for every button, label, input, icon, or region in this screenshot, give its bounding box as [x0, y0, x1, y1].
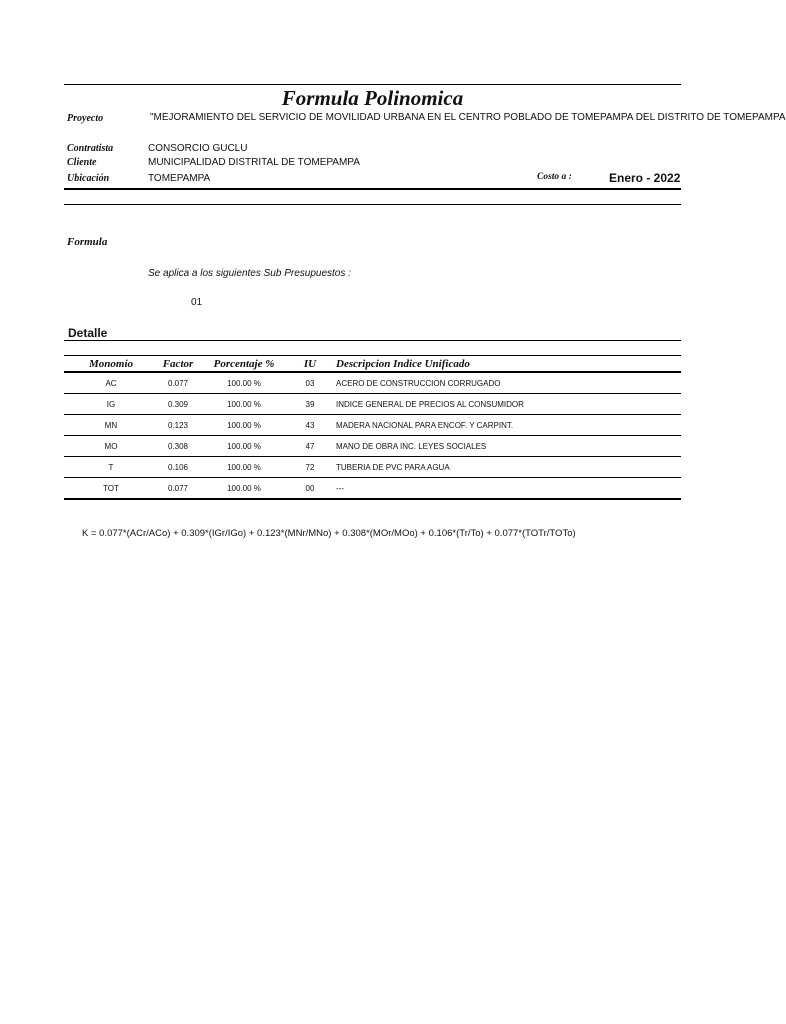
table-row: [64, 394, 681, 415]
cell-monomio: MN: [64, 415, 158, 436]
cell-factor: 0.077: [158, 372, 198, 394]
cell-descripcion: ---: [330, 478, 681, 500]
aplica-text: Se aplica a los siguientes Sub Presupuestos :: [148, 268, 351, 279]
cell-monomio: IG: [64, 394, 158, 415]
cell-iu: 43: [290, 415, 330, 436]
table-row: [64, 415, 681, 436]
col-iu: IU: [290, 356, 330, 373]
table-row: [64, 372, 681, 394]
ubicacion-label: Ubicación: [67, 173, 110, 184]
col-factor: Factor: [158, 356, 198, 373]
cell-porcentaje: 100.00 %: [198, 394, 290, 415]
cell-monomio: AC: [64, 372, 158, 394]
header-second-rule: [64, 204, 681, 205]
table-row: [64, 436, 681, 457]
cell-descripcion: MANO DE OBRA INC. LEYES SOCIALES: [330, 436, 681, 457]
table-row: [64, 478, 681, 500]
cell-factor: 0.077: [158, 478, 198, 500]
cell-porcentaje: 100.00 %: [198, 478, 290, 500]
cell-factor: 0.308: [158, 436, 198, 457]
cell-descripcion: ACERO DE CONSTRUCCION CORRUGADO: [330, 372, 681, 394]
cell-iu: 47: [290, 436, 330, 457]
cell-descripcion: TUBERIA DE PVC PARA AGUA: [330, 457, 681, 478]
detalle-title: Detalle: [68, 326, 108, 340]
k-formula: K = 0.077*(ACr/ACo) + 0.309*(IGr/IGo) + 0.123*(MNr/MNo) + 0.308*(MOr/MOo) + 0.106*(Tr/To) + 0.077*(TOTr/TOTo): [82, 528, 576, 539]
cell-porcentaje: 100.00 %: [198, 415, 290, 436]
col-monomio: Monomio: [64, 356, 158, 373]
detalle-rule: [64, 340, 681, 341]
proyecto-value: "MEJORAMIENTO DEL SERVICIO DE MOVILIDAD URBANA EN EL CENTRO POBLADO DE TOMEPAMPA DEL DISTRITO DE TOMEPAMPA: [150, 112, 786, 123]
cell-porcentaje: 100.00 %: [198, 372, 290, 394]
cell-descripcion: MADERA NACIONAL PARA ENCOF. Y CARPINT.: [330, 415, 681, 436]
contratista-label: Contratista: [67, 143, 114, 154]
cell-factor: 0.106: [158, 457, 198, 478]
cell-iu: 03: [290, 372, 330, 394]
costo-label: Costo a :: [537, 172, 572, 182]
cell-iu: 72: [290, 457, 330, 478]
cell-iu: 39: [290, 394, 330, 415]
ubicacion-value: TOMEPAMPA: [148, 173, 211, 184]
cell-porcentaje: 100.00 %: [198, 457, 290, 478]
cliente-label: Cliente: [67, 157, 97, 168]
top-rule: [64, 84, 681, 85]
table-header-row: [64, 356, 681, 373]
cell-monomio: MO: [64, 436, 158, 457]
col-porcentaje: Porcentaje %: [198, 356, 290, 373]
cell-descripcion: INDICE GENERAL DE PRECIOS AL CONSUMIDOR: [330, 394, 681, 415]
contratista-value: CONSORCIO GUCLU: [148, 143, 248, 154]
costo-fecha: Enero - 2022: [609, 171, 681, 185]
page-title: Formula Polinomica: [281, 86, 464, 110]
cliente-value: MUNICIPALIDAD DISTRITAL DE TOMEPAMPA: [148, 157, 360, 168]
detalle-table: [64, 355, 681, 500]
subpresupuesto-code: 01: [191, 297, 203, 308]
cell-monomio: T: [64, 457, 158, 478]
col-descripcion: Descripcion Indice Unificado: [330, 356, 681, 373]
proyecto-label: Proyecto: [67, 113, 104, 124]
cell-factor: 0.309: [158, 394, 198, 415]
header-bottom-rule: [64, 188, 681, 190]
table-row: [64, 457, 681, 478]
cell-iu: 00: [290, 478, 330, 500]
formula-label: Formula: [67, 236, 108, 248]
cell-porcentaje: 100.00 %: [198, 436, 290, 457]
cell-factor: 0.123: [158, 415, 198, 436]
cell-monomio: TOT: [64, 478, 158, 500]
